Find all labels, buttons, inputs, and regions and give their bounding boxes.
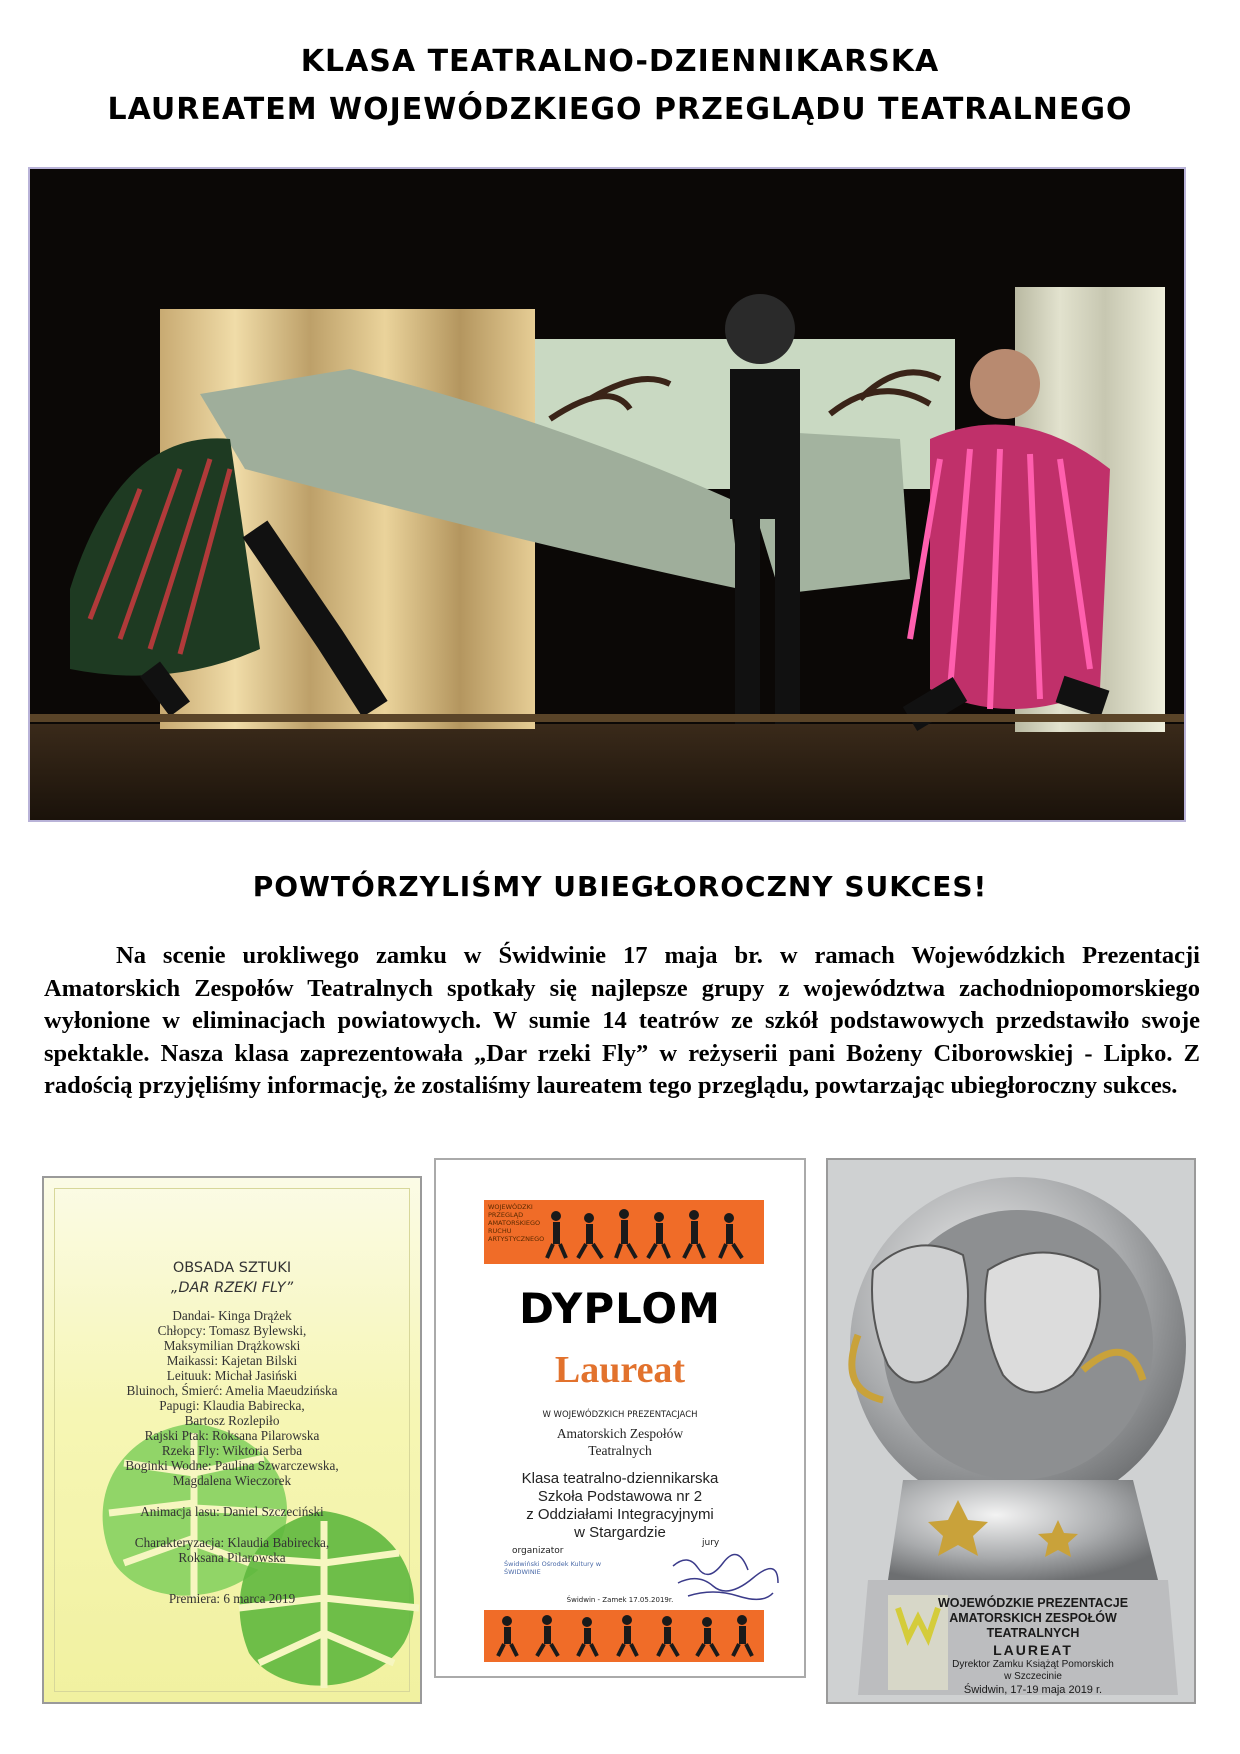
jury-label: jury	[702, 1538, 720, 1548]
trophy-laureat: LAUREAT	[993, 1642, 1073, 1658]
diploma-banner-bottom	[484, 1610, 764, 1662]
play-title: „DAR RZEKI FLY”	[170, 1280, 294, 1296]
diploma-title: DYPLOM	[519, 1284, 721, 1333]
diploma-laureat: Laureat	[554, 1349, 686, 1391]
cast-line: Maksymilian Drążkowski	[163, 1338, 301, 1353]
cast-line: Bluinoch, Śmierć: Amelia Maeudzińska	[126, 1383, 338, 1398]
cast-line: Chłopcy: Tomasz Bylewski,	[157, 1323, 307, 1338]
trophy-photo	[826, 1158, 1196, 1704]
premiere-date: Premiera: 6 marca 2019	[168, 1591, 296, 1606]
article-body	[44, 940, 1200, 1103]
trophy-line: TEATRALNYCH	[986, 1626, 1080, 1640]
dancers-silhouettes-icon	[544, 1208, 759, 1260]
cast-line: Boginki Wodne: Paulina Szwarczewska,	[125, 1458, 339, 1473]
makeup-credit: Roksana Pilarowska	[178, 1550, 286, 1565]
animation-credit: Animacja lasu: Daniel Szczeciński	[140, 1504, 324, 1519]
stage-performance-photo	[28, 167, 1186, 822]
page-title-line-1: KLASA TEATRALNO-DZIENNIKARSKA	[300, 44, 940, 79]
cast-line: Rajski Ptak: Roksana Pilarowska	[144, 1428, 320, 1443]
diploma-school: Szkoła Podstawowa nr 2	[537, 1488, 703, 1505]
cast-line: Magdalena Wieczorek	[172, 1473, 292, 1488]
cast-line: Rzeka Fly: Wiktoria Serba	[161, 1443, 303, 1458]
article-paragraph: Na scenie urokliwego zamku w Świdwinie 17 maja br. w ramach Wojewódzkich Prezentacji Amatorskich Zespołów Teatralnych spotkały się najlepsze grupy z województwa zachodniopomorskiego wyłonione w eliminacjach powiatowych. W sumie 14 teatrów ze szkół podstawowych przedstawiło swoje spektakle. Nasza klasa zaprezentowała „Dar rzeki Fly” w reżyserii pani Bożeny Ciborowskiej - Lipko. Z radością przyjęliśmy informację, że zostaliśmy laureatem tego przeglądu, powtarzając ubiegłoroczny sukces.	[44, 942, 1200, 1099]
organizer-stamp: Świdwiński Ośrodek Kultury w ŚWIDWINIE	[504, 1560, 602, 1576]
cast-list-panel	[42, 1176, 422, 1704]
cast-line: Dandai- Kinga Drążek	[172, 1308, 292, 1323]
jury-signatures-icon	[668, 1548, 788, 1603]
diploma-school: w Stargardzie	[574, 1524, 666, 1541]
banner-organizer-text: WOJEWÓDZKI PRZEGLĄD AMATORSKIEGO RUCHU ARTYSTYCZNEGO	[488, 1203, 545, 1243]
diploma-line: Amatorskich Zespołów	[556, 1426, 684, 1441]
trophy-line: w Szczecinie	[1004, 1671, 1062, 1682]
cast-line: Maikassi: Kajetan Bilski	[166, 1353, 298, 1368]
article-heading: POWTÓRZYLIŚMY UBIEGŁOROCZNY SUKCES!	[252, 870, 988, 903]
diploma-school: z Oddziałami Integracyjnymi	[526, 1506, 714, 1523]
cast-lines	[44, 1308, 420, 1606]
place-date: Świdwin - Zamek 17.05.2019r.	[566, 1596, 674, 1604]
diploma-school: Klasa teatralno-dziennikarska	[521, 1470, 719, 1487]
makeup-credit: Charakteryzacja: Klaudia Babirecka,	[134, 1535, 330, 1550]
cast-line: Leituuk: Michał Jasiński	[166, 1368, 298, 1383]
trophy-line: WOJEWÓDZKIE PREZENTACJE	[937, 1596, 1129, 1610]
diploma-line: Teatralnych	[588, 1443, 652, 1458]
organizer-label: organizator	[512, 1546, 564, 1556]
trophy-line: AMATORSKICH ZESPOŁÓW	[949, 1611, 1117, 1625]
cast-line: Papugi: Klaudia Babirecka,	[159, 1398, 305, 1413]
page-title-line-2: LAUREATEM WOJEWÓDZKIEGO PRZEGLĄDU TEATRALNEGO	[107, 92, 1133, 127]
cast-line: Bartosz Rozlepiło	[184, 1413, 280, 1428]
trophy-line: Dyrektor Zamku Książąt Pomorskich	[952, 1659, 1114, 1670]
diploma-banner-top	[484, 1200, 764, 1264]
trophy-line: Świdwin, 17-19 maja 2019 r.	[963, 1684, 1103, 1696]
dancers-silhouettes-icon	[492, 1614, 757, 1658]
diploma-photo	[434, 1158, 806, 1678]
diploma-line: W WOJEWÓDZKICH PREZENTACJACH	[542, 1410, 698, 1420]
cast-title: OBSADA SZTUKI	[172, 1260, 292, 1276]
